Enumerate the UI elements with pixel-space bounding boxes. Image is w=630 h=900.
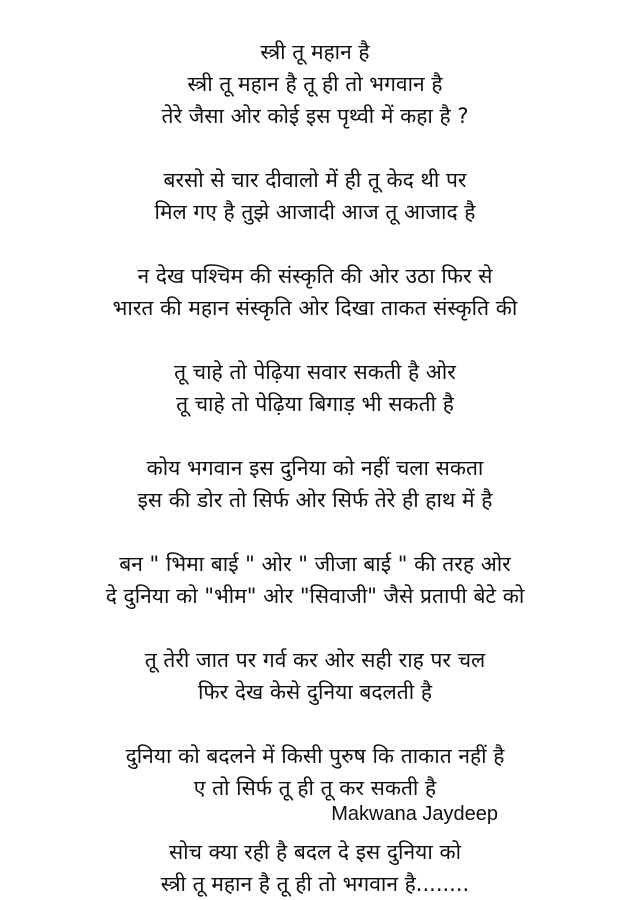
poem-line: सोच क्या रही है बदल दे इस दुनिया को [168, 840, 462, 864]
stanza-2 [0, 164, 630, 228]
poem-line: कोय भगवान इस दुनिया को नहीं चला सकता [146, 456, 484, 480]
poem-title: स्त्री तू महान है [260, 40, 370, 64]
poem-line: तू चाहे तो पेढ़िया बिगाड़ भी सकती है [176, 392, 454, 416]
poem-line: मिल गए है तुझे आजादी आज तू आजाद है [154, 200, 476, 224]
poem-line: दे दुनिया को "भीम" ओर "सिवाजी" जैसे प्रतापी बेटे को [105, 584, 525, 608]
poem-line: बरसो से चार दीवालो में ही तू केद थी पर [163, 168, 467, 192]
stanza-9 [0, 836, 630, 900]
poem-line: स्त्री तू महान है तू ही तो भगवान है [187, 72, 443, 96]
poem-line: तेरे जैसा ओर कोई इस पृथ्वी में कहा है ? [161, 104, 469, 128]
poem-line: दुनिया को बदलने में किसी पुरुष कि ताकात नहीं है [125, 744, 505, 768]
poem-line: स्त्री तू महान है तू ही तो भगवान है........ [160, 872, 470, 896]
poem-line: बन " भिमा बाई " ओर " जीजा बाई " की तरह ओर [119, 552, 511, 576]
author-signature: Makwana Jaydeep [331, 803, 498, 825]
poem-line: ए तो सिर्फ तू ही तू कर सकती है [193, 776, 437, 800]
stanza-4 [0, 356, 630, 420]
stanza-7 [0, 644, 630, 708]
poem-line: इस की डोर तो सिर्फ ओर सिर्फ तेरे ही हाथ में है [137, 488, 493, 512]
poem-line: भारत की महान संस्कृति ओर दिखा ताकत संस्कृति की [112, 296, 518, 320]
stanza-5 [0, 452, 630, 516]
poem-line: तू तेरी जात पर गर्व कर ओर सही राह पर चल [144, 648, 486, 672]
stanza-8 [0, 740, 630, 804]
poem-line: न देख पश्चिम की संस्कृति की ओर उठा फिर से [137, 264, 493, 288]
poem-line: फिर देख केसे दुनिया बदलती है [197, 680, 433, 704]
poem-line: तू चाहे तो पेढ़िया सवार सकती है ओर [174, 360, 456, 384]
poem [0, 36, 630, 900]
stanza-3 [0, 260, 630, 324]
stanza-1 [0, 68, 630, 132]
stanza-6 [0, 548, 630, 612]
